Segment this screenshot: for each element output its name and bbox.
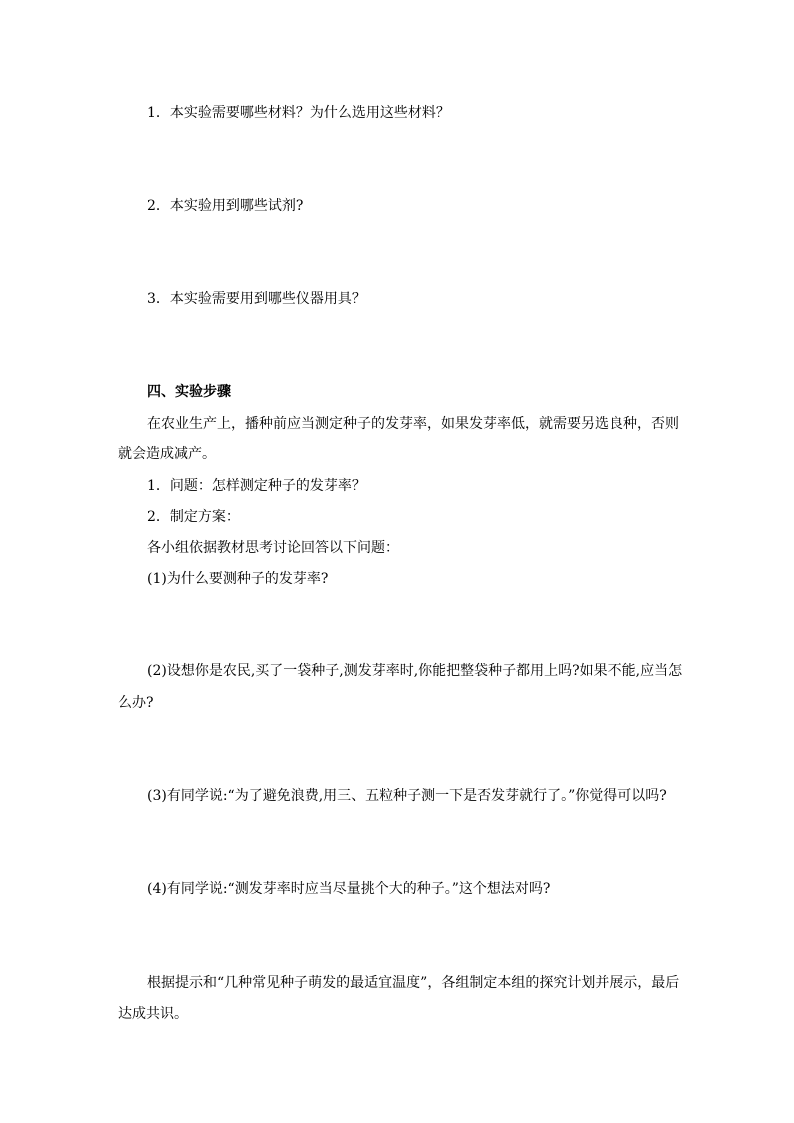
intro-paragraph-line-1: 在农业生产上，播种前应当测定种子的发芽率，如果发芽率低，就需要另选良种，否则	[147, 416, 679, 432]
closing-paragraph-line-2: 达成共识。	[118, 1006, 188, 1022]
sub-question-2-line-2: 么办?	[118, 695, 154, 711]
step-1-question: 1．问题：怎样测定种子的发芽率？	[147, 478, 366, 494]
sub-question-1: (1)为什么要测种子的发芽率?	[147, 571, 329, 587]
question-instruments: 3．本实验需要用到哪些仪器用具？	[147, 291, 366, 307]
intro-paragraph-line-2: 就会造成减产。	[118, 446, 216, 462]
question-reagents: 2．本实验用到哪些试剂?	[147, 198, 304, 214]
closing-paragraph-line-1: 根据提示和“几种常见种子萌发的最适宜温度”，各组制定本组的探究计划并展示，最后	[147, 975, 680, 991]
section-heading: 四、实验步骤	[147, 384, 231, 400]
sub-question-4: (4)有同学说:“测发芽率时应当尽量挑个大的种子。”这个想法对吗?	[147, 881, 551, 897]
discussion-intro: 各小组依据教材思考讨论回答以下问题：	[147, 540, 399, 556]
sub-question-3: (3)有同学说:“为了避免浪费,用三、五粒种子测一下是否发芽就行了。”你觉得可以吗?	[147, 788, 667, 804]
sub-question-2-line-1: (2)设想你是农民,买了一袋种子,测发芽率时,你能把整袋种子都用上吗?如果不能,应当怎	[147, 663, 683, 679]
step-2-plan: 2．制定方案：	[147, 509, 240, 525]
question-materials: 1．本实验需要哪些材料？为什么选用这些材料？	[147, 105, 450, 121]
